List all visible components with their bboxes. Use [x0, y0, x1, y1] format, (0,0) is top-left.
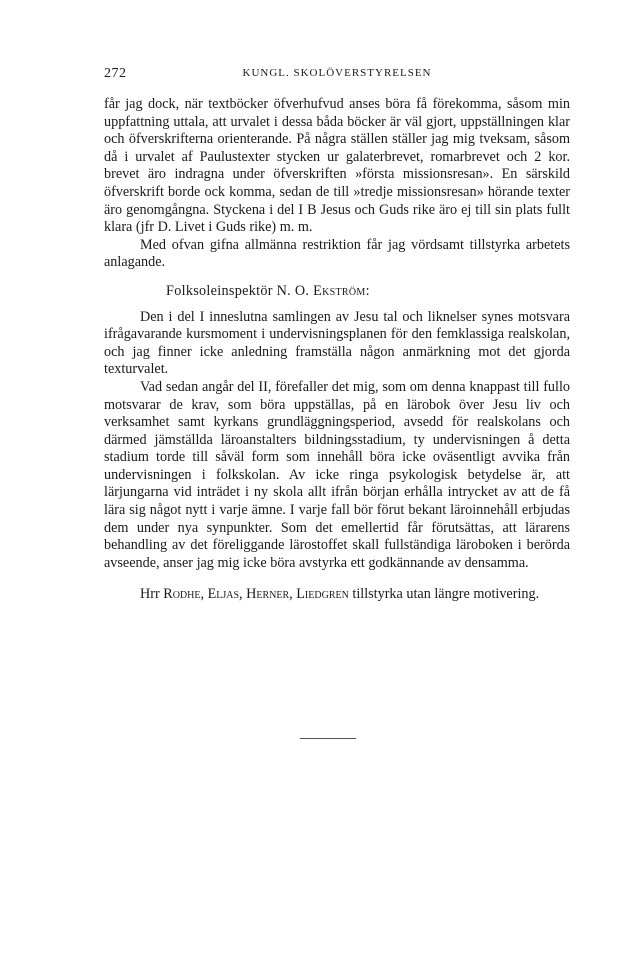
paragraph-part-two: Vad sedan angår del II, förefaller det mig, som om denna knappast till fullo motsvarar de krav, som böra uppställas, på en lärobok över Jesu liv och verksamhet samt kyrkans grundläggningsperiod, avsedd för realskolans och därmed jämställda läroanstalters bildningsstadium, ty undervisningen å detta stadium torde till såväl form som innehåll böra icke oväsentligt avvika från undervisningen i folkskolan. Av icke ringa psykologisk betydelse är, att lärjungarna vid inträdet i ny skola allt ifrån början erhålla intrycket av att de få lära sig något nytt i varje ämne. I varje fall bör förut bekant läroinnehåll erbjudas dem under nya synpunkter. Som det emellertid får förutsättas, att lärarens behandling av det föreliggande lärostoffet skall fullständiga läroboken i berörda avseende, anser jag mig icke böra avstyrka ett godkännande av densamma.: [104, 378, 570, 571]
name-liedgren: Liedgren: [296, 586, 349, 603]
closing-rule: [300, 738, 356, 739]
paragraph-part-one: Den i del I inneslutna samlingen av Jesu tal och liknelser synes motsvara ifrågavarande kursmoment i undervisningsplanen för den femklassiga realskolan, och jag finner icke anledning framställa någon anmärkning mot det gjorda texturvalet.: [104, 308, 570, 378]
separator: ,: [239, 586, 243, 603]
speaker-colon: :: [365, 282, 370, 299]
running-title: KUNGL. SKOLÖVERSTYRELSEN: [242, 67, 432, 79]
closing-text: tillstyrka utan längre motivering.: [352, 586, 540, 603]
closing-prefix: Hrr: [140, 586, 160, 603]
paragraph-continuation: får jag dock, när textböcker öfverhufvud anses böra få förekomma, såsom min uppfattning uttala, att urvalet i dessa båda böcker är väl gjort, uppställningen klar och öfverskrifterna orienterande. På några ställen ställer jag mig tveksam, såsom då i urvalet af Paulustexter stycken ur galaterbrevet, romarbrevet och 2 kor. brevet äro indragna under öfverskriften »första missionsresan». En särskild öfverskrift borde ock komma, sedan de till »tredje missionsresan» hörande texter äro genomgångna. Styckena i del I B Jesus och Guds rike äro ej till sin plats fullt klara (jfr D. Livet i Guds rike) m. m.: [104, 96, 570, 236]
separator: ,: [289, 586, 293, 603]
name-eljas: Eljas: [207, 586, 240, 603]
separator: ,: [200, 586, 205, 603]
name-herner: Herner: [246, 586, 290, 603]
closing-paragraph: [104, 586, 570, 604]
speaker-heading: [104, 283, 570, 301]
speaker-role: Folksoleinspektör N. O.: [166, 282, 310, 299]
paragraph-restriction: Med ofvan gifna allmänna restriktion får jag vördsamt tillstyrka arbetets anlagande.: [104, 236, 570, 271]
running-head: [104, 66, 570, 84]
body-text: [104, 96, 570, 604]
page-number: 272: [104, 66, 127, 81]
speaker-name: Ekström: [313, 282, 366, 299]
name-rodhe: Rodhe: [163, 586, 201, 603]
